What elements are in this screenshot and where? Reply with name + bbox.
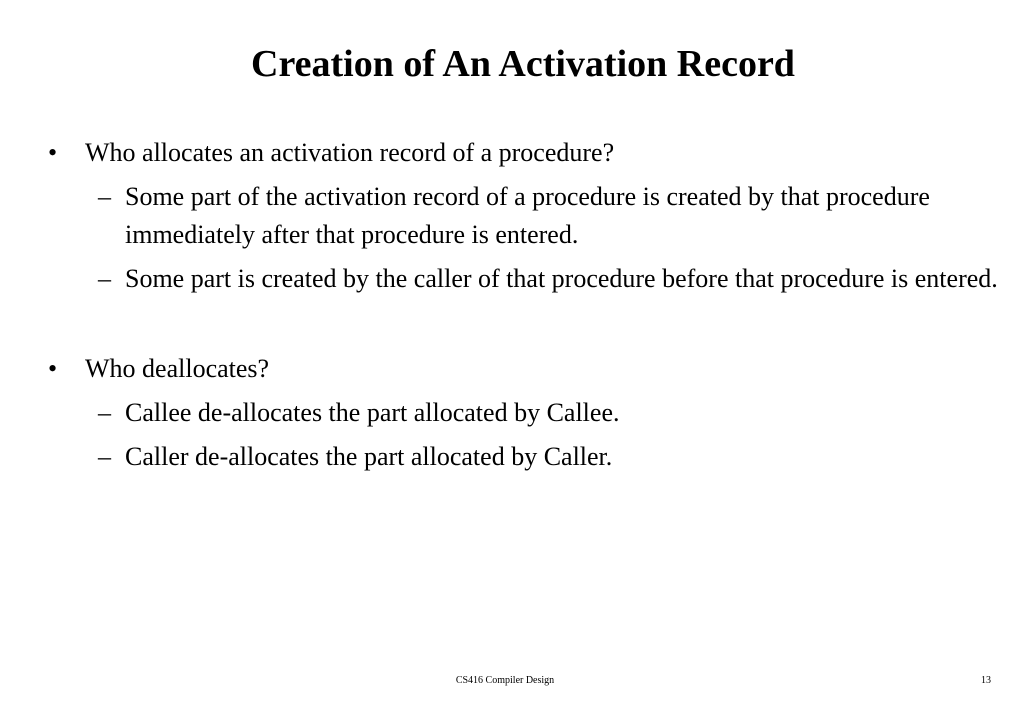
sub-bullet-glyph: – <box>98 182 111 211</box>
slide-content <box>48 134 998 476</box>
sub-bullet-text: Some part of the activation record of a procedure is created by that procedure immediately after that procedure is entered. <box>125 182 930 249</box>
spacer <box>48 298 998 336</box>
bullet-item <box>48 350 998 388</box>
sub-bullet-item <box>48 260 998 298</box>
sub-bullet-glyph: – <box>98 264 111 293</box>
sub-bullet-text: Some part is created by the caller of that procedure before that procedure is entered. <box>125 264 998 293</box>
bullet-glyph: • <box>48 138 58 167</box>
footer-page-number: 13 <box>981 675 991 686</box>
bullet-glyph: • <box>48 354 58 383</box>
sub-bullet-text: Callee de-allocates the part allocated by Callee. <box>125 398 620 427</box>
sub-bullet-item <box>48 178 998 254</box>
footer-course: CS416 Compiler Design <box>455 675 555 686</box>
sub-bullet-glyph: – <box>98 398 111 427</box>
bullet-item <box>48 134 998 172</box>
sub-bullet-glyph: – <box>98 442 111 471</box>
sub-bullet-text: Caller de-allocates the part allocated by Caller. <box>125 442 613 471</box>
slide-title: Creation of An Activation Record <box>251 43 795 85</box>
sub-bullet-item <box>48 438 998 476</box>
bullet-text: Who deallocates? <box>85 354 270 383</box>
bullet-text: Who allocates an activation record of a procedure? <box>85 138 615 167</box>
sub-bullet-item <box>48 394 998 432</box>
